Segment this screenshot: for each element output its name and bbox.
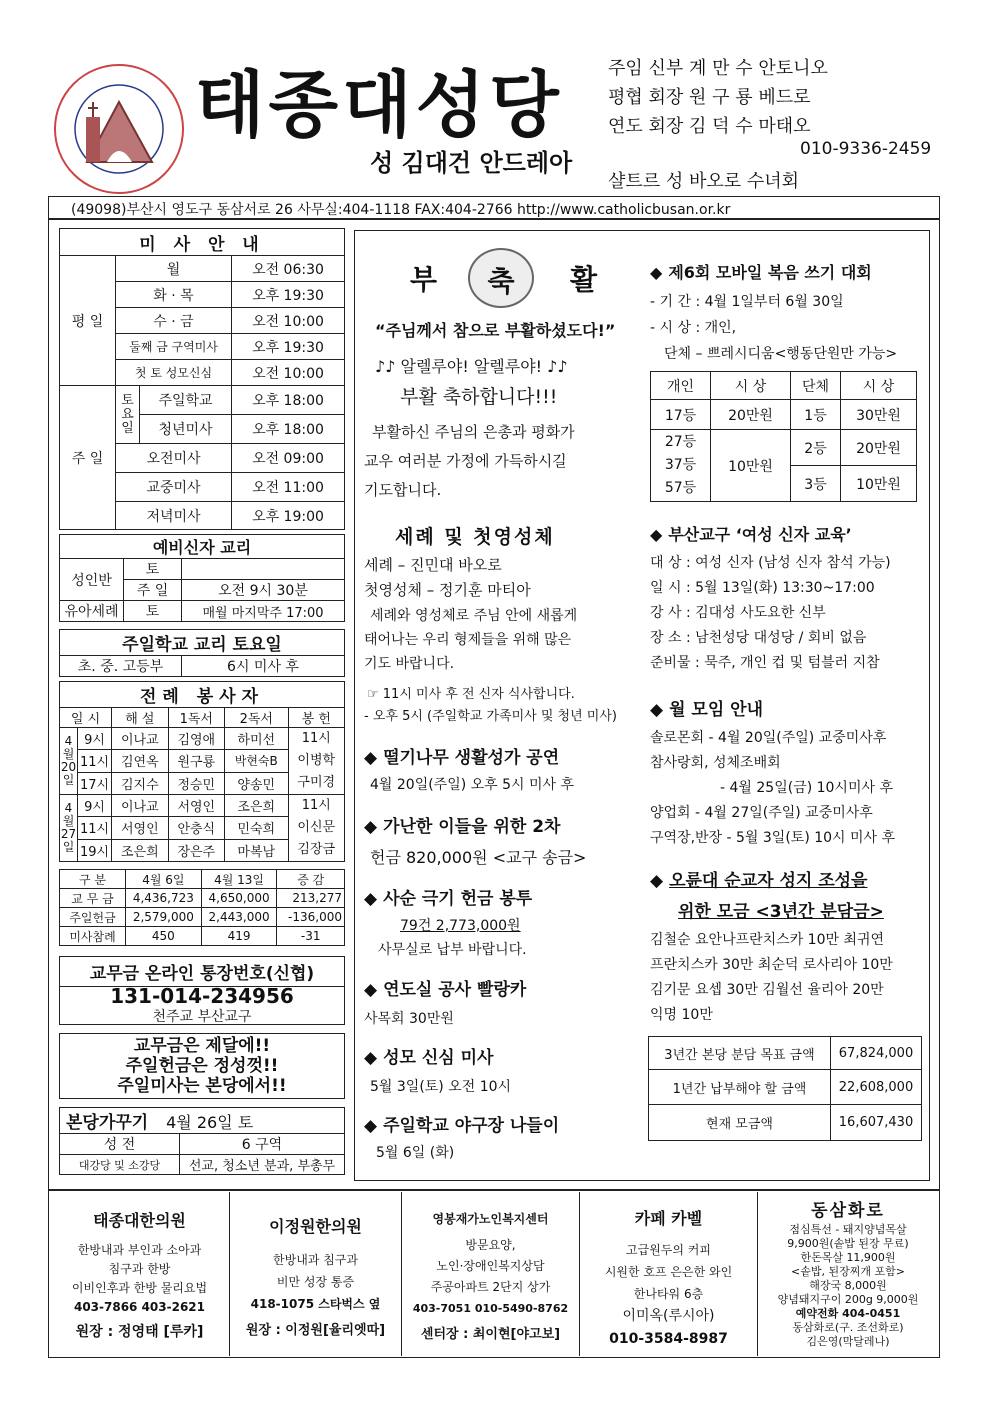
church-logo bbox=[52, 62, 187, 197]
alleluia: ♪♪ 알렐루야! 알렐루야! ♪♪ bbox=[375, 357, 568, 376]
monthly-meetings: ◆ 월 모임 안내 솔로몬회 - 4월 20일(주일) 교중미사후 참사랑회, 성체조배회 - 4월 25일(금) 10시미사 후 양업회 - 4월 27일(주일) 교중미사후 구역장,반장 - 5월 3일(토) 10시 미사 후 bbox=[650, 700, 896, 846]
diamond-icon: ◆ bbox=[650, 525, 663, 544]
sunday-school-table: 주일학교 교리 토요일 초. 중. 고등부 6시 미사 후 bbox=[59, 629, 345, 677]
ad-leejungwon-clinic: 이정원한의원 한방내과 침구과 비만 성장 통증 418-1075 스타벅스 옆 원장 : 이정원[율리엣따] bbox=[230, 1192, 402, 1356]
easter-greeting: 부활 축하합니다!!! bbox=[400, 386, 558, 408]
diamond-icon: ◆ bbox=[364, 980, 378, 1000]
staff-list: 주임 신부 계 만 수 안토니오 평협 회장 원 구 룡 베드로 연도 회장 김 덕 수 마태오 bbox=[608, 58, 828, 137]
middle-item-3: ◆ 사순 극기 헌금 봉투 79건 2,773,000원 사무실로 납부 바랍니다. bbox=[364, 889, 533, 958]
easter-quote: “주님께서 참으로 부활하셨도다!” bbox=[375, 321, 616, 340]
baptism-message: 세례와 영성체로 주님 안에 새롭게 태어나는 우리 형제들을 위해 많은 기도 바랍니다. bbox=[364, 608, 578, 672]
diamond-icon: ◆ bbox=[650, 263, 663, 282]
ad-cafe-kabel: 카페 카벨 고급원두의 커피 시원한 호프 은은한 와인 한나타워 6층 이미옥(루시아) 010-3584-8987 bbox=[580, 1192, 758, 1356]
ad-senior-center: 영봉재가노인복지센터 방문요양, 노인·장애인복지상담 주공아파트 2단지 상가 403-7051 010-5490-8762 센터장 : 최이현[야고보] bbox=[402, 1192, 580, 1356]
address-bar: (49098)부산시 영도구 동삼서로 26 사무실:404-1118 FAX:404-2766 http://www.catholicbusan.or.kr bbox=[48, 196, 940, 219]
notes: ☞ 11시 미사 후 전 신자 식사합니다. - 오후 5시 (주일학교 가족미사 및 청년 미사) bbox=[364, 687, 617, 724]
diamond-icon: ◆ bbox=[364, 889, 378, 909]
contest-section: ◆ 제6회 모바일 복음 쓰기 대회 - 기 간 : 4월 1일부터 6월 30일 - 시 상 : 개인, 단체 – 쁘레시디움<행동단원만 가능> bbox=[650, 263, 898, 362]
easter-emblem: 축 bbox=[468, 248, 534, 308]
slogan-box: 교무금은 제달에!! 주일헌금은 정성껏!! 주일미사는 본당에서!! bbox=[59, 1033, 345, 1099]
martyr-table: 3년간 본당 분담 목표 금액 67,824,000 1년간 납부해야 할 금액 22,608,000 현재 모금액 16,607,430 bbox=[648, 1036, 922, 1141]
women-education: ◆ 부산교구 ‘여성 신자 교육’ 대 상 : 여성 신자 (남성 신자 참석 가능) 일 시 : 5월 13일(화) 13:30~17:00 강 사 : 김대성 사도요한 신부 장 소 : 남천성당 대성당 / 회비 없음 준비물 : 묵주, 개인 컵 및 텀블러 지참 bbox=[650, 525, 891, 671]
liturgy-table: 전례 봉사자 일 시 해 설 1독서 2독서 봉 헌 4월20일 9시 이나교 김영애 하미선 11시 이병학 구미경 11시 김연옥 원구룡 박현숙B 17시 김지수 정승민 양송민 4월27일 9시 이나교 서영인 조은희 11시 이신문 김장금 11시 서영인 안충식 민숙희 19시 조은희 장은주 마복남 bbox=[59, 681, 345, 862]
decor-table: 본당가꾸기 4월 26일 토 성 전 6 구역 대강당 및 소강당 선교, 청소년 분과, 부총무 bbox=[59, 1107, 345, 1175]
easter-message: 부활하신 주님의 은총과 평화가 교우 여러분 가정에 가득하시길 기도합니다. bbox=[364, 423, 575, 499]
patron-saint: 성 김대건 안드레아 bbox=[370, 149, 573, 177]
middle-item-2: ◆ 가난한 이들을 위한 2차 헌금 820,000원 <교구 송금> bbox=[364, 817, 587, 867]
contest-prize-table: 개인 시 상 단체 시 상 17등 20만원 1등 30만원 27등 37등 57등 10만원 2등 20만원 3등 10만원 bbox=[650, 371, 917, 502]
ad-dongsam-hwaro: 동삼화로 점심특선 - 돼지양념목살 9,900원(솥밥 된장 무료) 한돈목살 11,900원 <솥밥, 된장찌개 포함> 해장국 8,000원 양념돼지구이 200g 9,000원 예약전화 404-0451 동삼화로(구. 조선화로) 김은영(막달레나) bbox=[777, 1201, 919, 1348]
middle-item-4: ◆ 연도실 공사 빨랑카 사목회 30만원 bbox=[364, 980, 527, 1027]
church-name: 태종대성당 bbox=[195, 63, 563, 147]
catechumen-table: 예비신자 교리 성인반 토 주 일 오전 9시 30분 유아세례 토 매월 마지막주 17:00 bbox=[59, 534, 345, 622]
ad-taejongdae-clinic: 태종대한의원 한방내과 부인과 소아과 침구과 한방 이비인후과 한방 물리요법 403-7866 403-2621 원장 : 정영태 [루카] bbox=[50, 1192, 230, 1356]
finance-table: 구 분 4월 6일 4월 13일 증 감 교 무 금 4,436,723 4,650,000 213,277 주일헌금 2,579,000 2,443,000 -136,000 미사참례 450 419 -31 bbox=[59, 869, 345, 946]
baptism-lines: 세례 – 진민대 바오로 첫영성체 – 정기훈 마티아 bbox=[364, 556, 531, 599]
sisters: 샬트르 성 바오로 수녀회 bbox=[608, 171, 800, 192]
diamond-icon: ◆ bbox=[650, 871, 664, 891]
diamond-icon: ◆ bbox=[650, 700, 664, 720]
mass-schedule: 미 사 안 내 평 일 월 오전 06:30 화 · 목 오후 19:30 수 · 금 오전 10:00 둘째 금 구역미사 오후 19:30 첫 토 성모신심 오전 10:00 주 일 토요일 주일학교 오후 18:00 청년미사 오후 18:00 오전미사 오전 09:00 교중미사 오전 11:00 저녁미사 오후 19:00 bbox=[59, 228, 345, 530]
middle-item-6: ◆ 주일학교 야구장 나들이 5월 6일 (화) bbox=[364, 1116, 560, 1161]
diamond-icon: ◆ bbox=[364, 1048, 378, 1068]
online-account-box: 교무금 온라인 통장번호(신협) 131-014-234956 천주교 부산교구 bbox=[59, 956, 345, 1025]
diamond-icon: ◆ bbox=[364, 817, 378, 837]
easter-banner: 부 축 활 bbox=[410, 248, 625, 308]
diamond-icon: ◆ bbox=[364, 1116, 378, 1136]
baptism-title: 세례 및 첫영성체 bbox=[395, 526, 555, 548]
middle-item-5: ◆ 성모 신심 미사 5월 3일(토) 오전 10시 bbox=[364, 1048, 512, 1095]
middle-item-1: ◆ 떨기나무 생활성가 공연 4월 20일(주일) 오후 5시 미사 후 bbox=[364, 748, 575, 793]
phone-number: 010-9336-2459 bbox=[800, 139, 932, 159]
martyr-fundraising: ◆ 오륜대 순교자 성지 조성을 위한 모금 <3년간 분담금> 김철순 요안나프란치스카 10만 최귀연 프란치스카 30만 최순덕 로사리아 10만 김기문 요셉 30만 김월선 율리아 20만 익명 10만 bbox=[650, 871, 893, 1023]
diamond-icon: ◆ bbox=[364, 748, 378, 768]
